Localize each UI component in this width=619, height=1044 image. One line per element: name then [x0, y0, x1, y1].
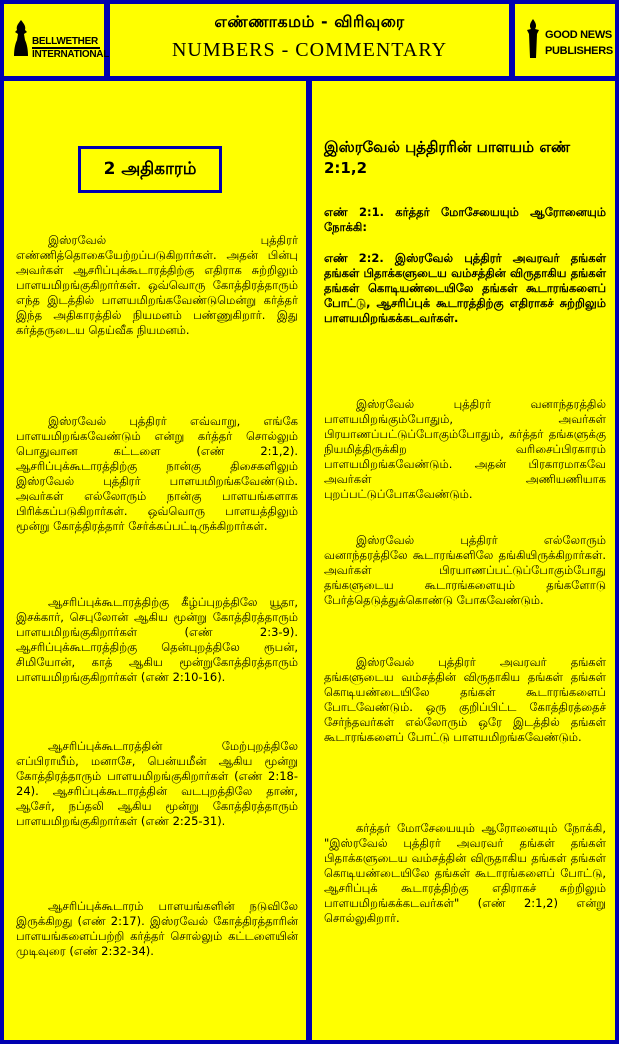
- logo-line-1: GOOD NEWS: [545, 29, 612, 41]
- left-column: [4, 81, 306, 1040]
- left-paragraph-2: இஸ்ரவேல் புத்திரர் எவ்வாறு, எங்கே பாளயமிறங்கவேண்டும் என்று கர்த்தர் சொல்லும் பொதுவான கட்டளை (எண் 2:1,2). ஆசரிப்புக்கூடாரத்திற்கு நான்கு திசைகளிலும் இஸ்ரவேல் புத்திரர் பாளயமிறங்கவேண்டும். அவர்கள் எல்லோரும் நான்கு பாளயங்களாக பிரிக்கப்படுகிறார்கள். ஒவ்வொரு பாளயத்திலும் மூன்று கோத்திரத்தார் சேர்க்கப்பட்டிருக்கிறார்கள்.: [16, 414, 298, 533]
- left-paragraph-3: ஆசரிப்புக்கூடாரத்திற்கு கீழ்ப்புறத்திலே யூதா, இசக்கார், செபுலோன் ஆகிய மூன்று கோத்திரத்தாரும் பாளயமிறங்குகிறார்கள் (எண் 2:3-9). ஆசரிப்புக்கூடாரத்திற்கு தென்புறத்திலே ரூபன், சிமியோன், காத் ஆகிய மூன்றுகோத்திரத்தாரும் பாளயமிறங்குகிறார்கள் (எண் 2:10-16).: [16, 595, 298, 684]
- logo-line-1: BELLWETHER: [32, 36, 98, 47]
- right-paragraph-4: கர்த்தர் மோசேயையும் ஆரோனையும் நோக்கி, "இஸ்ரவேல் புத்திரர் அவரவர் தங்கள் தங்கள் பிதாக்களுடைய வம்சத்தின் விருதாகிய தங்கள் தங்கள் கொடியண்டையிலே தங்கள் கூடாரங்களைப் போட்டு, ஆசரிப்புக் கூடாரத்திற்கு எதிராகச் சுற்றிலும் பாளயமிறங்கக்கடவர்கள்" (எண் 2:1,2) என்று சொல்லுகிறார்.: [324, 821, 606, 925]
- left-paragraph-4: ஆசரிப்புக்கூடாரத்தின் மேற்புறத்திலே எப்பிராயீம், மனாசே, பென்யமீன் ஆகிய மூன்று கோத்திரத்தாரும் பாளயமிறங்குகிறார்கள் (எண் 2:18-24). ஆசரிப்புக்கூடாரத்தின் வடபுறத்திலே தாண், ஆசேர், நப்தலி ஆகிய மூன்று கோத்திரத்தாரும் பாளயமிறங்குகிறார்கள் (எண் 2:25-31).: [16, 739, 298, 828]
- chapter-heading: 2 அதிகாரம்: [78, 146, 222, 193]
- bellwether-logo: [10, 16, 110, 64]
- verse-2-1: எண் 2:1. கர்த்தர் மோசேயையும் ஆரோனையும் நோக்கி:: [324, 205, 606, 234]
- good-news-logo: [521, 16, 611, 64]
- logo-line-2: PUBLISHERS: [545, 45, 613, 57]
- logo-line-2: INTERNATIONAL: [32, 49, 110, 60]
- title-english: NUMBERS - COMMENTARY: [171, 39, 448, 61]
- title-tamil: எண்ணாகமம் - விரிவுரை: [214, 12, 405, 31]
- header-title-panel: [110, 4, 509, 76]
- right-paragraph-2: இஸ்ரவேல் புத்திரர் எல்லோரும் வனாந்தரத்திலே கூடாரங்களிலே தங்கியிருக்கிறார்கள். அவர்கள் பிரயாணப்பட்டுப்போகும்போது தங்களுடைய கூடாரங்களையும் தங்களோடு பேர்த்தெடுத்துக்கொண்டு போகவேண்டும்.: [324, 533, 606, 607]
- left-paragraph-5: ஆசரிப்புக்கூடாரம் பாளயங்களின் நடுவிலே இருக்கிறது (எண் 2:17). இஸ்ரவேல் கோத்திரத்தாரின் பாளயங்களைப்பற்றி கர்த்தர் சொல்லும் கட்டளையின் முடிவுரை (எண் 2:32-34).: [16, 899, 298, 958]
- header-left-panel: [4, 4, 110, 76]
- right-paragraph-1: இஸ்ரவேல் புத்திரர் வனாந்தரத்தில் பாளயமிறங்கும்போதும், அவர்கள் பிரயாணப்பட்டுப்போகும்போதும், கர்த்தர் தங்களுக்கு நியமித்திருக்கிற வரிசைப்பிரகாரம் பாளயமிறங்கவேண்டும். அதன் பிரகாரமாகவே அவர்கள் அணியணியாக புறப்பட்டுப்போகவேண்டும்.: [324, 397, 606, 501]
- right-column: [312, 81, 615, 1040]
- section-title: இஸ்ரவேல் புத்திரரின் பாளயம் எண் 2:1,2: [324, 138, 571, 177]
- verse-2-2: எண் 2:2. இஸ்ரவேல் புத்திரர் அவரவர் தங்கள் தங்கள் பிதாக்களுடைய வம்சத்தின் விருதாகிய தங்கள் தங்கள் கொடியண்டையிலே தங்கள் கூடாரங்களைப் போட்டு, ஆசரிப்புக் கூடாரத்திற்கு எதிராகச் சுற்றிலும் பாளயமிறங்கக்கடவர்கள்.: [324, 251, 606, 325]
- header-right-panel: [515, 4, 615, 76]
- right-paragraph-3: இஸ்ரவேல் புத்திரர் அவரவர் தங்கள் தங்களுடைய வம்சத்தின் விருதாகிய தங்கள் தங்கள் கொடியண்டையிலே தங்கள் கூடாரங்களைப் போடவேண்டும். ஒரு குறிப்பிட்ட கோத்திரத்தைச் சேர்ந்தவர்கள் எல்லோரும் ஒரே இடத்தில் தங்கள் கூடாரங்களைப் போட்டு பாளயமிறங்கவேண்டும்.: [324, 655, 606, 744]
- left-paragraph-1: இஸ்ரவேல் புத்திரர் எண்ணித்தொகையேற்றப்படுகிறார்கள். அதன் பின்பு அவர்கள் ஆசரிப்புக்கூடாரத்திற்கு எதிராக சுற்றிலும் பாளயமிறங்குகிறார்கள். ஒவ்வொரு கோத்திரத்தாரும் எந்த இடத்தில் பாளயமிறங்கவேண்டுமென்று கர்த்தர் இந்த அதிகாரத்தில் நியமனம் பண்ணுகிறார். இது கர்த்தருடைய தெய்வீக நியமனம்.: [16, 233, 298, 337]
- torch-icon: [523, 18, 543, 62]
- bell-ram-icon: [12, 18, 30, 60]
